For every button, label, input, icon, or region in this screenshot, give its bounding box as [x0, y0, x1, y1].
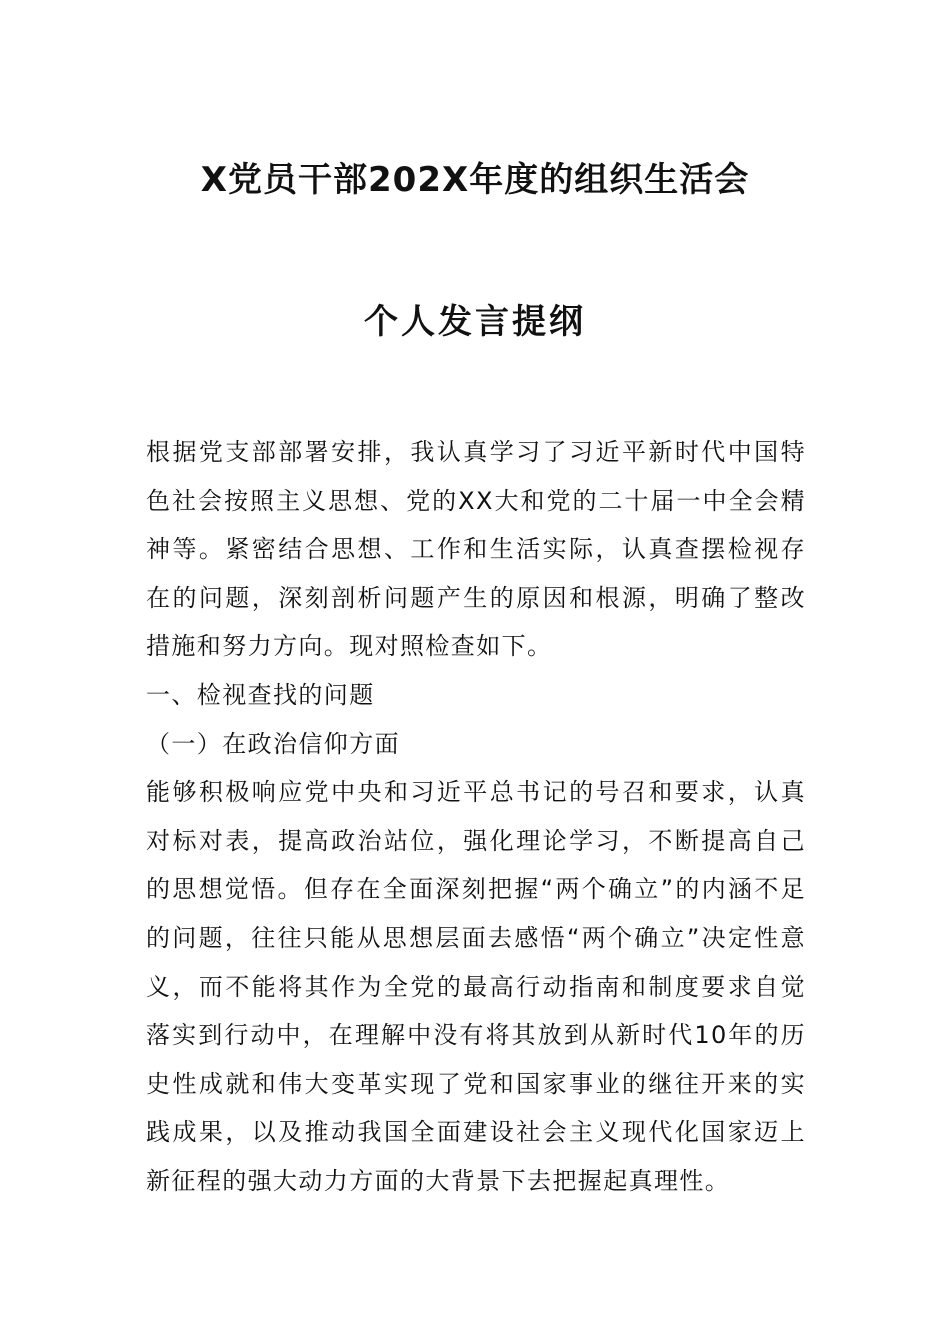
document-body	[146, 428, 806, 1206]
section-heading: 一、检视查找的问题	[146, 680, 375, 709]
subsection-paragraph: 能够积极响应党中央和习近平总书记的号召和要求，认真对标对表，提高政治站位，强化理论学习，不断提高自己的思想觉悟。但存在全面深刻把握“两个确立”的内涵不足的问题，往往只能从思想层面去感悟“两个确立”决定性意义，而不能将其作为全党的最高行动指南和制度要求自觉落实到行动中，在理解中没有将其放到从新时代10年的历史性成就和伟大变革实现了党和国家事业的继往开来的实践成果，以及推动我国全面建设社会主义现代化国家迈上新征程的强大动力方面的大背景下去把握起真理性。	[146, 778, 806, 1195]
document-title-line-2: 个人发言提纲	[364, 302, 586, 342]
document-title-line-1: X党员干部202X年度的组织生活会	[200, 160, 750, 200]
subsection-heading: （一）在政治信仰方面	[146, 729, 400, 758]
intro-paragraph: 根据党支部部署安排，我认真学习了习近平新时代中国特色社会按照主义思想、党的XX大和党的二十届一中全会精神等。紧密结合思想、工作和生活实际，认真查摆检视存在的问题，深刻剖析问题产生的原因和根源，明确了整改措施和努力方向。现对照检查如下。	[146, 438, 806, 661]
